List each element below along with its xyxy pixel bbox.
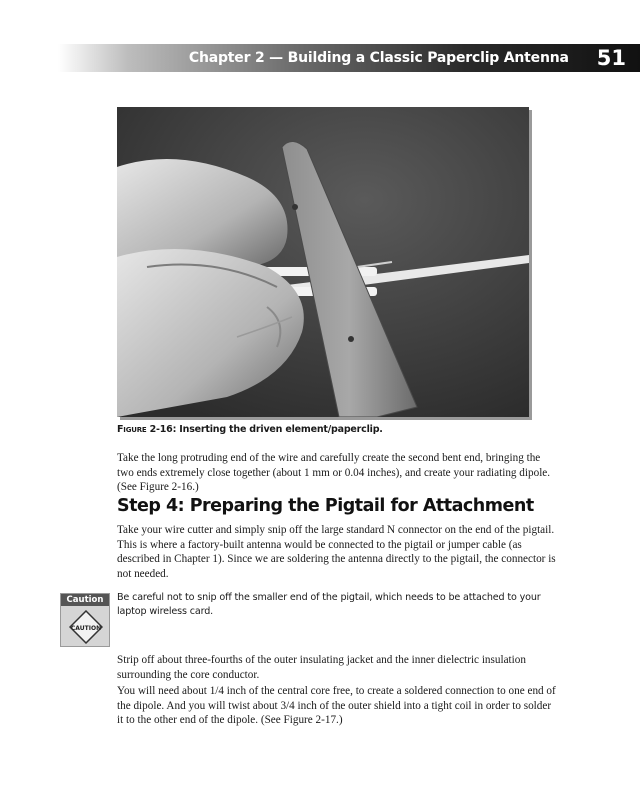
paragraph-solder: You will need about 1/4 inch of the central core free, to create a soldered connection to one end of the dipole. And you will twist about 3/4 inch of the outer shield into a tight coil in order to solder it to the other end of the dipole. (See Figure 2-17.) (117, 685, 556, 727)
caution-sign-text: CAUTION (70, 625, 102, 632)
chapter-title: Chapter 2 — Building a Classic Paperclip Antenna (188, 50, 569, 66)
page-number: 51 (596, 46, 626, 70)
figure-caption-text: Inserting the driven element/paperclip. (179, 424, 383, 435)
paragraph-intro: Take the long protruding end of the wire and carefully create the second bent end, bringing the two ends extremely close together (about 1 mm or 0.04 inches), and create your radiating dipole. (See Figure 2-16.) (117, 452, 551, 494)
figure-photo (117, 107, 529, 417)
caution-sign-icon (69, 610, 103, 644)
figure-caption (117, 424, 557, 435)
running-header (58, 44, 640, 72)
figure-label: Figure 2-16: (117, 424, 177, 435)
caution-label: Caution (61, 594, 109, 606)
caution-icon (60, 593, 110, 647)
caution-text: Be careful not to snip off the smaller end of the pigtail, which needs to be attached to your laptop wireless card. (117, 592, 541, 617)
paragraph-step4: Take your wire cutter and simply snip off the large standard N connector on the end of the pigtail. This is where a factory-built antenna would be connected to the pigtail or jumper cable (as described in Chapter 1). Since we are soldering the antenna directly to the pigtail, the connector is not needed. (117, 524, 556, 580)
paragraph-strip: Strip off about three-fourths of the outer insulating jacket and the inner dielectric insulation surrounding the core conductor. (117, 654, 526, 681)
step-heading: Step 4: Preparing the Pigtail for Attachment (117, 496, 534, 516)
paperclip-antenna-photo (117, 107, 529, 417)
